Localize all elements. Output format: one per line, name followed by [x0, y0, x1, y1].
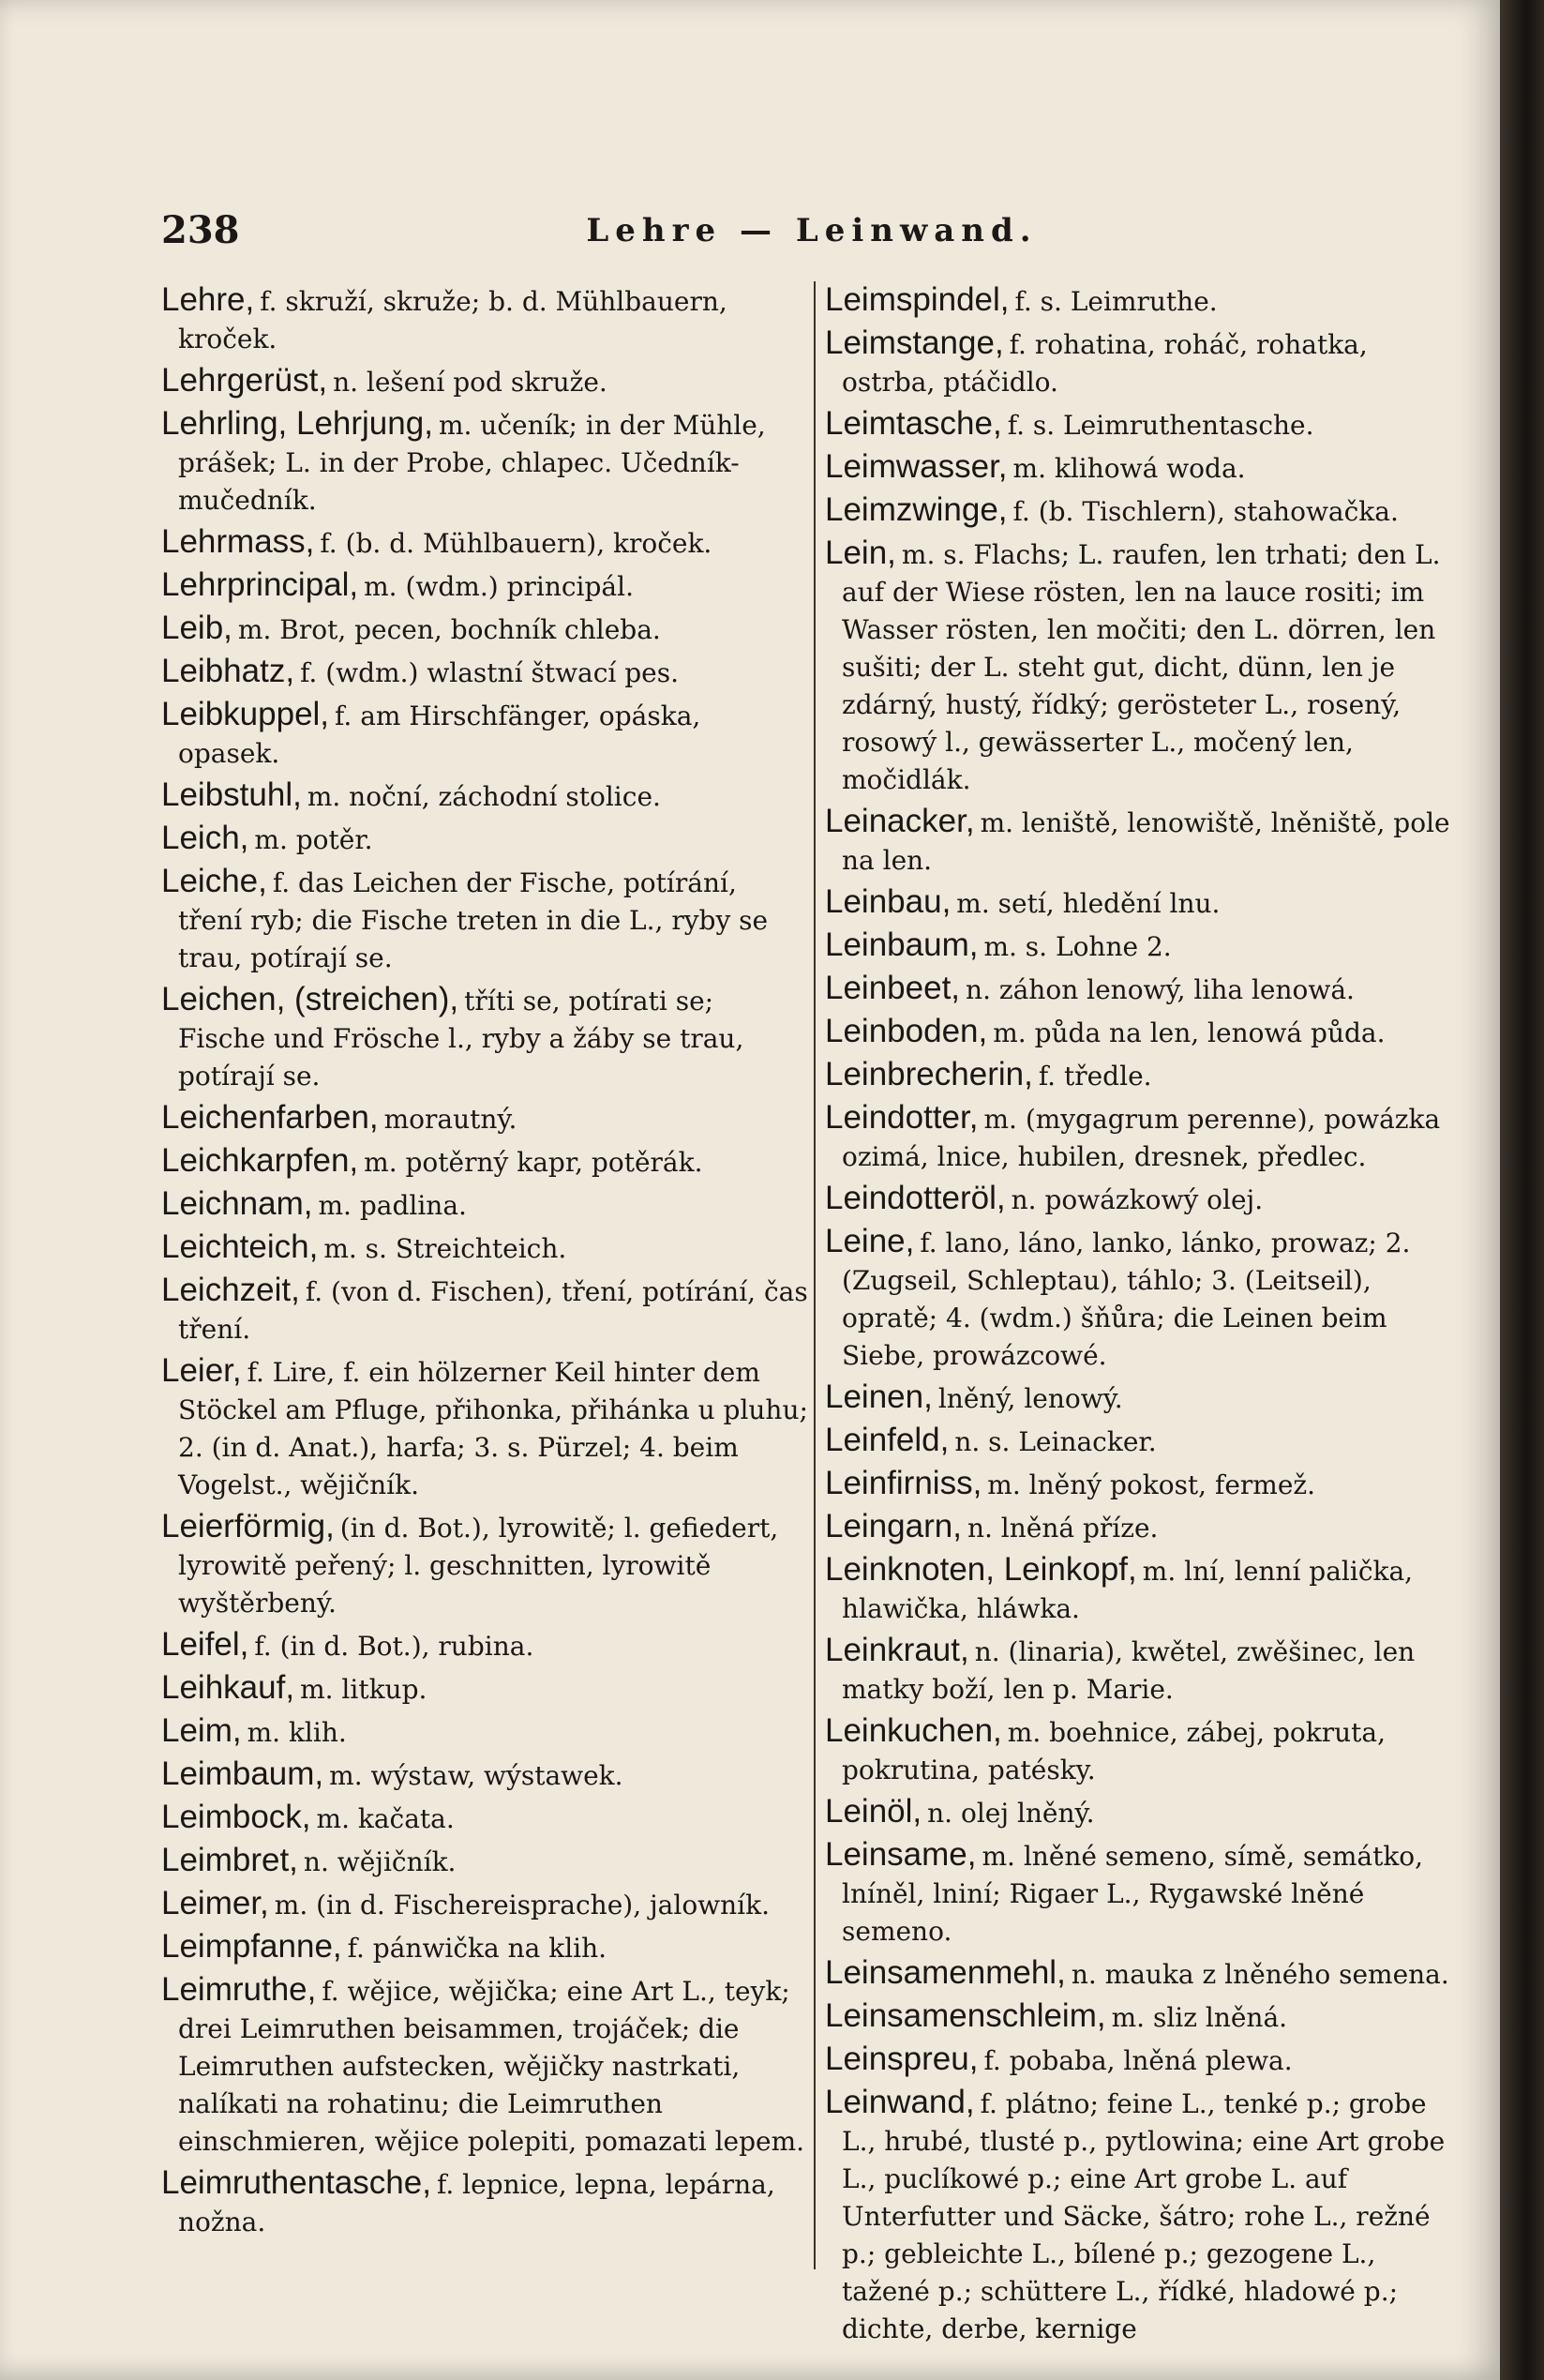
entry-definition: m. potěrný kapr, potěrák. — [364, 1147, 703, 1178]
entry-definition: f. pánwička na klih. — [347, 1933, 607, 1964]
dictionary-entry — [161, 1885, 808, 1924]
entry-definition: m. litkup. — [300, 1674, 427, 1705]
dictionary-entry — [161, 1142, 808, 1182]
entry-definition: f. Lire, f. ein hölzerner Keil hinter dem Stöckel am Pfluge, přihonka, přihánka u pluhu; 2. (in d. Anat.), harfa; 3. s. Pürzel; 4. beim Vogelst., wějičník. — [178, 1357, 808, 1500]
entry-definition: n. mauka z lněného semena. — [1071, 1959, 1449, 1990]
entry-definition: f. s. Leimruthe. — [1014, 286, 1218, 317]
entry-definition: f. (von d. Fischen), tření, potírání, čas tření. — [178, 1276, 808, 1345]
entry-headword: Leimpfanne, — [161, 1928, 342, 1965]
dictionary-entry — [161, 776, 808, 816]
entry-headword: Leinacker, — [825, 803, 975, 839]
dictionary-entry — [825, 2041, 1455, 2080]
dictionary-entry — [161, 1228, 808, 1268]
entry-headword: Lein, — [825, 535, 896, 571]
entry-definition: f. skruží, skruže; b. d. Mühlbauern, kroček. — [178, 286, 727, 354]
entry-headword: Leimer, — [161, 1885, 269, 1921]
entry-definition: m. s. Lohne 2. — [983, 931, 1172, 962]
dictionary-entry — [825, 926, 1455, 966]
entry-definition: tříti se, potírati se; Fische und Frösche l., ryby a žáby se trau, potírají se. — [178, 986, 744, 1092]
entry-headword: Leimzwinge, — [825, 491, 1008, 528]
dictionary-entry — [825, 1180, 1455, 1219]
entry-headword: Leich, — [161, 820, 249, 856]
entry-headword: Lehrprincipal, — [161, 566, 359, 603]
entry-definition: f. s. Leimruthentasche. — [1007, 410, 1314, 441]
dictionary-entry — [825, 1793, 1455, 1832]
dictionary-entry — [825, 2084, 1455, 2348]
dictionary-entry — [825, 970, 1455, 1009]
entry-headword: Leimruthe, — [161, 1971, 317, 2008]
entry-definition: m. lněný pokost, fermež. — [987, 1469, 1316, 1500]
entry-definition: m. kačata. — [316, 1803, 455, 1834]
entry-definition: m. půda na len, lenowá půda. — [993, 1017, 1386, 1048]
entry-headword: Leichenfarben, — [161, 1099, 379, 1136]
dictionary-entry — [825, 535, 1455, 799]
entry-headword: Leinkraut, — [825, 1632, 969, 1668]
entry-headword: Leim, — [161, 1712, 242, 1749]
entry-definition: morautný. — [383, 1104, 517, 1135]
entry-definition: n. wějičník. — [303, 1846, 457, 1877]
dictionary-entry — [161, 1099, 808, 1138]
entry-definition: (in d. Bot.), lyrowitě; l. gefiedert, lyrowitě peřený; l. geschnitten, lyrowitě wyštěrbený. — [178, 1513, 779, 1619]
dictionary-entry — [825, 1508, 1455, 1547]
entry-headword: Leinfirniss, — [825, 1465, 982, 1501]
left-column — [161, 281, 808, 2245]
dictionary-entry — [825, 491, 1455, 531]
entry-headword: Leimwasser, — [825, 448, 1008, 485]
entry-definition: n. s. Leinacker. — [954, 1426, 1157, 1457]
entry-headword: Lehrmass, — [161, 523, 315, 560]
entry-definition: n. lešení pod skruže. — [333, 367, 607, 398]
entry-definition: m. (wdm.) principál. — [364, 571, 634, 602]
entry-headword: Leine, — [825, 1223, 915, 1259]
entry-definition: n. olej lněný. — [927, 1798, 1095, 1829]
entry-definition: f. plátno; feine L., tenké p.; grobe L., hrubé, tlusté p., pytlowina; eine Art grobe L., puclíkowé p.; eine Art grobe L. auf Unterfutter und Säcke, šátro; rohe L., režné p.; gebleichte L., bílené p.; gezogene L., tažené p.; schüttere L., řídké, hladowé p.; dichte, derbe, kernige — [842, 2088, 1446, 2344]
entry-headword: Leimbaum, — [161, 1755, 324, 1792]
entry-headword: Leinen, — [825, 1378, 933, 1415]
dictionary-entry — [161, 1508, 808, 1622]
entry-definition: f. lepnice, lepna, lepárna, nožna. — [178, 2169, 775, 2237]
entry-definition: n. lněná příze. — [967, 1513, 1159, 1544]
entry-definition: n. powázkowý olej. — [1011, 1184, 1264, 1215]
entry-definition: m. lní, lenní palička, hlawička, hláwka. — [842, 1556, 1414, 1624]
entry-definition: m. (mygagrum perenne), powázka ozimá, lnice, hubilen, dresnek, předlec. — [842, 1104, 1441, 1172]
entry-definition: m. padlina. — [318, 1190, 467, 1221]
dictionary-entry — [161, 696, 808, 773]
entry-headword: Leibhatz, — [161, 653, 295, 689]
entry-headword: Leimtasche, — [825, 405, 1002, 442]
entry-definition: f. (b. d. Mühlbauern), kroček. — [320, 528, 712, 559]
entry-definition: f. wějice, wějička; eine Art L., teyk; drei Leimruthen beisammen, trojáček; die Leimruthen aufstecken, wějičky nastrkati, nalíkati na rohatinu; die Leimruthen einschmieren, wějice polepiti, pomazati lepem. — [178, 1976, 805, 2157]
entry-definition: m. lněné semeno, símě, semátko, lníněl, lniní; Rigaer L., Rygawské lněné semeno. — [842, 1841, 1424, 1947]
entry-definition: m. klih. — [247, 1717, 347, 1748]
entry-headword: Leinspreu, — [825, 2041, 979, 2077]
entry-headword: Leichen, (streichen), — [161, 981, 459, 1017]
entry-definition: m. klihowá woda. — [1012, 453, 1246, 484]
dictionary-entry — [825, 324, 1455, 401]
dictionary-entry — [161, 2164, 808, 2241]
dictionary-entry — [161, 1272, 808, 1348]
dictionary-entry — [161, 281, 808, 358]
entry-definition: m. wýstaw, wýstawek. — [329, 1760, 623, 1791]
dictionary-entry — [825, 1013, 1455, 1052]
entry-headword: Leibstuhl, — [161, 776, 302, 813]
dictionary-entry — [825, 281, 1455, 321]
entry-headword: Leichzeit, — [161, 1272, 300, 1308]
entry-headword: Leinfeld, — [825, 1422, 950, 1458]
entry-headword: Leimruthentasche, — [161, 2164, 431, 2201]
entry-definition: m. setí, hledění lnu. — [956, 888, 1221, 919]
entry-definition: f. rohatina, roháč, rohatka, ostrba, ptáčidlo. — [842, 329, 1368, 398]
dictionary-entry — [825, 1465, 1455, 1504]
entry-headword: Leinbeet, — [825, 970, 961, 1006]
entry-definition: n. záhon lenowý, liha lenowá. — [966, 974, 1355, 1005]
dictionary-entry — [161, 1712, 808, 1752]
entry-headword: Leichteich, — [161, 1228, 319, 1265]
dictionary-entry — [825, 883, 1455, 923]
entry-headword: Leibkuppel, — [161, 696, 330, 732]
entry-headword: Leichnam, — [161, 1185, 313, 1222]
entry-headword: Leinsamenschleim, — [825, 1997, 1106, 2034]
dictionary-entry — [825, 1422, 1455, 1461]
dictionary-entry — [161, 610, 808, 649]
dictionary-entry — [161, 1755, 808, 1795]
entry-definition: m. Brot, pecen, bochník chleba. — [237, 614, 661, 645]
page-header — [161, 208, 1462, 255]
entry-headword: Leihkauf, — [161, 1669, 295, 1706]
dictionary-entry — [161, 1928, 808, 1967]
entry-headword: Leimstange, — [825, 324, 1004, 361]
entry-headword: Leimbret, — [161, 1842, 298, 1878]
entry-definition: m. sliz lněná. — [1111, 2002, 1288, 2033]
entry-definition: n. (linaria), kwětel, zwěšinec, len matky boží, len p. Marie. — [842, 1636, 1416, 1705]
dictionary-entry — [825, 1836, 1455, 1951]
entry-headword: Leichkarpfen, — [161, 1142, 359, 1179]
dictionary-entry — [825, 1712, 1455, 1789]
dictionary-entry — [161, 1971, 808, 2161]
book-edge — [1500, 0, 1544, 2380]
entry-definition: m. učeník; in der Mühle, prášek; L. in der Probe, chlapec. Učedník-mučedník. — [178, 410, 766, 516]
entry-headword: Leimbock, — [161, 1799, 311, 1835]
dictionary-entry — [825, 1551, 1455, 1628]
entry-definition: f. (in d. Bot.), rubina. — [254, 1631, 534, 1662]
entry-headword: Leinbaum, — [825, 926, 979, 963]
dictionary-entry — [161, 1799, 808, 1838]
right-column — [825, 281, 1455, 2352]
dictionary-entry — [161, 1669, 808, 1709]
entry-headword: Leinkuchen, — [825, 1712, 1002, 1749]
dictionary-entry — [825, 1378, 1455, 1418]
entry-headword: Leiche, — [161, 863, 267, 899]
entry-definition: f. (b. Tischlern), stahowačka. — [1012, 496, 1399, 527]
dictionary-entry — [161, 863, 808, 977]
entry-headword: Lehrling, Lehrjung, — [161, 405, 433, 442]
dictionary-entry — [161, 405, 808, 520]
dictionary-entry — [161, 1626, 808, 1665]
entry-definition: m. potěr. — [254, 824, 373, 855]
entry-definition: m. s. Streichteich. — [323, 1233, 567, 1264]
dictionary-entry — [825, 1099, 1455, 1176]
dictionary-entry — [825, 1954, 1455, 1994]
entry-definition: m. leniště, lenowiště, lněniště, pole na len. — [842, 807, 1450, 876]
entry-headword: Leinöl, — [825, 1793, 922, 1830]
entry-headword: Leinsamenmehl, — [825, 1954, 1066, 1991]
page-number: 238 — [161, 208, 240, 252]
entry-headword: Leinsame, — [825, 1836, 977, 1873]
entry-headword: Leindotter, — [825, 1099, 979, 1136]
dictionary-entry — [825, 1997, 1455, 2037]
dictionary-entry — [161, 362, 808, 401]
entry-headword: Leier, — [161, 1352, 242, 1389]
entry-definition: m. s. Flachs; L. raufen, len trhati; den L. auf der Wiese rösten, len na lauce rositi; im Wasser rösten, len močiti; den L. dörren, len sušiti; der L. steht gut, dicht, dünn, len je zdárný, hustý, řídký; gerösteter L., rosený, rosowý l., gewässerter L., močený len, močidlák. — [842, 539, 1441, 795]
entry-headword: Lehre, — [161, 281, 255, 318]
dictionary-entry — [161, 566, 808, 606]
entry-headword: Leinbau, — [825, 883, 952, 920]
dictionary-entry — [161, 1185, 808, 1225]
dictionary-entry — [161, 820, 808, 859]
entry-headword: Leinbrecherin, — [825, 1056, 1033, 1092]
dictionary-entry — [825, 405, 1455, 444]
entry-definition: m. (in d. Fischereisprache), jalowník. — [274, 1890, 771, 1921]
entry-headword: Leinwand, — [825, 2084, 975, 2120]
dictionary-entry — [161, 1352, 808, 1504]
column-divider — [814, 281, 816, 2269]
entry-definition: f. pobaba, lněná plewa. — [983, 2045, 1293, 2076]
dictionary-entry — [825, 1056, 1455, 1095]
entry-definition: f. am Hirschfänger, opáska, opasek. — [178, 700, 701, 769]
running-head: Lehre — Leinwand. — [586, 212, 1038, 249]
entry-headword: Leimspindel, — [825, 281, 1010, 318]
dictionary-entry — [825, 1632, 1455, 1709]
dictionary-entry — [161, 653, 808, 692]
dictionary-entry — [825, 448, 1455, 488]
dictionary-entry — [161, 981, 808, 1095]
entry-headword: Leib, — [161, 610, 232, 646]
entry-headword: Lehrgerüst, — [161, 362, 328, 399]
entry-definition: f. das Leichen der Fische, potírání, tření ryb; die Fische treten in die L., ryby se trau, potírají se. — [178, 867, 769, 973]
entry-headword: Leinboden, — [825, 1013, 988, 1049]
entry-definition: f. lano, láno, lanko, lánko, prowaz; 2. (Zugseil, Schleptau), táhlo; 3. (Leitseil), opratě; 4. (wdm.) šňůra; die Leinen beim Siebe, prowázcowé. — [842, 1228, 1411, 1371]
dictionary-entry — [825, 1223, 1455, 1375]
entry-definition: m. boehnice, zábej, pokruta, pokrutina, patésky. — [842, 1717, 1386, 1785]
entry-headword: Leingarn, — [825, 1508, 962, 1544]
entry-headword: Leinknoten, Leinkopf, — [825, 1551, 1137, 1588]
dictionary-entry — [161, 1842, 808, 1881]
dictionary-entry — [825, 803, 1455, 880]
entry-headword: Leierförmig, — [161, 1508, 335, 1544]
entry-definition: f. (wdm.) wlastní štwací pes. — [300, 657, 680, 688]
dictionary-entry — [161, 523, 808, 563]
entry-headword: Leindotteröl, — [825, 1180, 1006, 1216]
entry-definition: lněný, lenowý. — [937, 1383, 1123, 1414]
entry-definition: f. tředle. — [1038, 1061, 1152, 1092]
entry-headword: Leifel, — [161, 1626, 249, 1663]
entry-definition: m. noční, záchodní stolice. — [307, 781, 661, 812]
